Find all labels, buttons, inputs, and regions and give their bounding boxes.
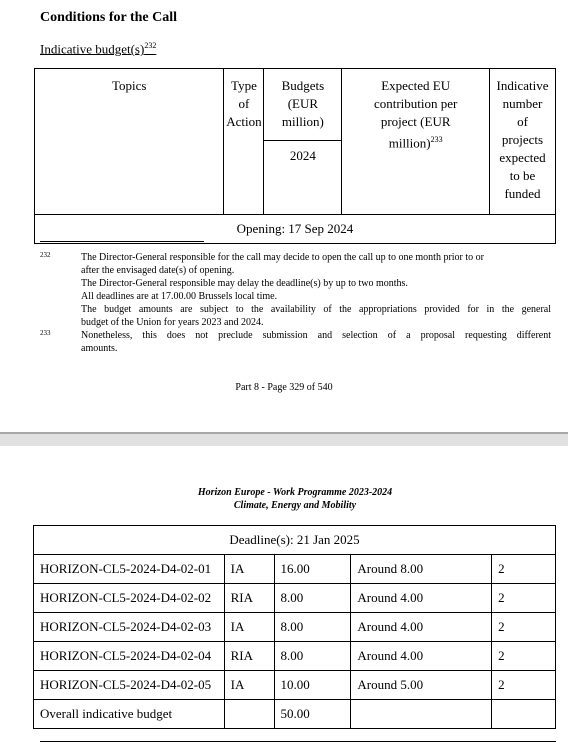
contribution-footnote-ref[interactable]: 233 bbox=[430, 135, 443, 144]
topic-budget: 8.00 bbox=[274, 642, 351, 671]
col-topics-header: Topics bbox=[35, 69, 224, 215]
col-projects-header bbox=[490, 69, 556, 215]
topic-code: HORIZON-CL5-2024-D4-02-02 bbox=[34, 584, 225, 613]
budget-table-header bbox=[34, 68, 556, 244]
contribution-line: Expected EU bbox=[381, 78, 451, 93]
table-row bbox=[34, 584, 556, 613]
topic-code: HORIZON-CL5-2024-D4-02-01 bbox=[34, 555, 225, 584]
empty-cell bbox=[351, 700, 492, 729]
col-type-header bbox=[224, 69, 264, 215]
footnote-line: The Director-General responsible may delay the deadline(s) by up to two months. bbox=[81, 278, 408, 289]
budget-line: million) bbox=[281, 114, 324, 129]
contribution-line: contribution per bbox=[373, 96, 458, 111]
projects-line: Indicative bbox=[496, 78, 549, 93]
col-contribution-header bbox=[342, 69, 490, 215]
topic-code: HORIZON-CL5-2024-D4-02-03 bbox=[34, 613, 225, 642]
action-type: IA bbox=[224, 555, 274, 584]
page-break bbox=[0, 432, 568, 446]
col-budget-header bbox=[264, 69, 342, 141]
type-line: Type bbox=[231, 78, 257, 93]
budget-year: 2024 bbox=[264, 141, 342, 215]
topic-budget: 8.00 bbox=[274, 613, 351, 642]
contribution-line: project (EUR bbox=[380, 114, 451, 129]
footnote-separator bbox=[40, 241, 204, 242]
footnote-text bbox=[81, 251, 551, 329]
empty-cell bbox=[492, 700, 556, 729]
overall-budget: 50.00 bbox=[274, 700, 351, 729]
footnote-line: Nonetheless, this does not preclude submission and selection of a proposal requesting different bbox=[81, 330, 551, 341]
table-row bbox=[34, 642, 556, 671]
footnote-number: 232 bbox=[40, 251, 51, 259]
footnote-line: amounts. bbox=[81, 343, 118, 354]
budget-line: (EUR bbox=[287, 96, 319, 111]
running-header-line1: Horizon Europe - Work Programme 2023-2024 bbox=[197, 487, 393, 498]
footnote-line: The budget amounts are subject to the availability of the appropriations provided for in the general bbox=[81, 304, 551, 315]
overall-label: Overall indicative budget bbox=[34, 700, 225, 729]
footnote-line: after the envisaged date(s) of opening. bbox=[81, 265, 235, 276]
projects-line: projects bbox=[501, 132, 544, 147]
topic-budget: 16.00 bbox=[274, 555, 351, 584]
type-line: of bbox=[238, 96, 250, 111]
budget-line: Budgets bbox=[281, 78, 325, 93]
projects-line: funded bbox=[504, 186, 541, 201]
topic-budget: 8.00 bbox=[274, 584, 351, 613]
section-title: Conditions for the Call bbox=[40, 10, 178, 25]
table-row bbox=[34, 671, 556, 700]
topic-budget: 10.00 bbox=[274, 671, 351, 700]
topic-projects: 2 bbox=[492, 555, 556, 584]
table-continuation-line bbox=[40, 741, 556, 742]
topic-code: HORIZON-CL5-2024-D4-02-04 bbox=[34, 642, 225, 671]
projects-line: to be bbox=[509, 168, 536, 183]
contribution-line bbox=[342, 131, 489, 152]
action-type: RIA bbox=[224, 642, 274, 671]
running-header-line2: Climate, Energy and Mobility bbox=[233, 500, 357, 511]
page-number: Part 8 - Page 329 of 540 bbox=[235, 382, 333, 393]
topic-projects: 2 bbox=[492, 642, 556, 671]
action-type: IA bbox=[224, 613, 274, 642]
footnote-line: budget of the Union for years 2023 and 2024. bbox=[81, 317, 264, 328]
action-type: RIA bbox=[224, 584, 274, 613]
budget-table-body bbox=[33, 525, 556, 729]
contribution-line-text: million) bbox=[388, 135, 431, 151]
topic-code: HORIZON-CL5-2024-D4-02-05 bbox=[34, 671, 225, 700]
table-row-total bbox=[34, 700, 556, 729]
topic-projects: 2 bbox=[492, 671, 556, 700]
table-row bbox=[34, 555, 556, 584]
table-row bbox=[34, 613, 556, 642]
topic-contribution: Around 4.00 bbox=[351, 613, 492, 642]
topic-contribution: Around 8.00 bbox=[351, 555, 492, 584]
projects-line: number bbox=[502, 96, 543, 111]
type-line: Action bbox=[226, 114, 262, 129]
subtitle-text: Indicative budget(s) bbox=[40, 41, 145, 57]
action-type: IA bbox=[224, 671, 274, 700]
projects-line: of bbox=[517, 114, 528, 129]
empty-cell bbox=[224, 700, 274, 729]
section-subtitle bbox=[40, 41, 156, 57]
topic-contribution: Around 5.00 bbox=[351, 671, 492, 700]
subtitle-footnote-ref[interactable]: 232 bbox=[144, 41, 157, 50]
topic-contribution: Around 4.00 bbox=[351, 642, 492, 671]
topic-projects: 2 bbox=[492, 584, 556, 613]
footnote-line: All deadlines are at 17.00.00 Brussels local time. bbox=[81, 291, 278, 302]
topic-projects: 2 bbox=[492, 613, 556, 642]
deadline-date: Deadline(s): 21 Jan 2025 bbox=[34, 526, 556, 555]
projects-line: expected bbox=[499, 150, 546, 165]
page-break-edge bbox=[0, 432, 568, 434]
topic-contribution: Around 4.00 bbox=[351, 584, 492, 613]
footnote-text bbox=[81, 329, 551, 355]
footnote-number: 233 bbox=[40, 329, 51, 337]
opening-date: Opening: 17 Sep 2024 bbox=[35, 215, 556, 244]
footnote-line: The Director-General responsible for the call may decide to open the call up to one month prior to or bbox=[81, 252, 484, 263]
